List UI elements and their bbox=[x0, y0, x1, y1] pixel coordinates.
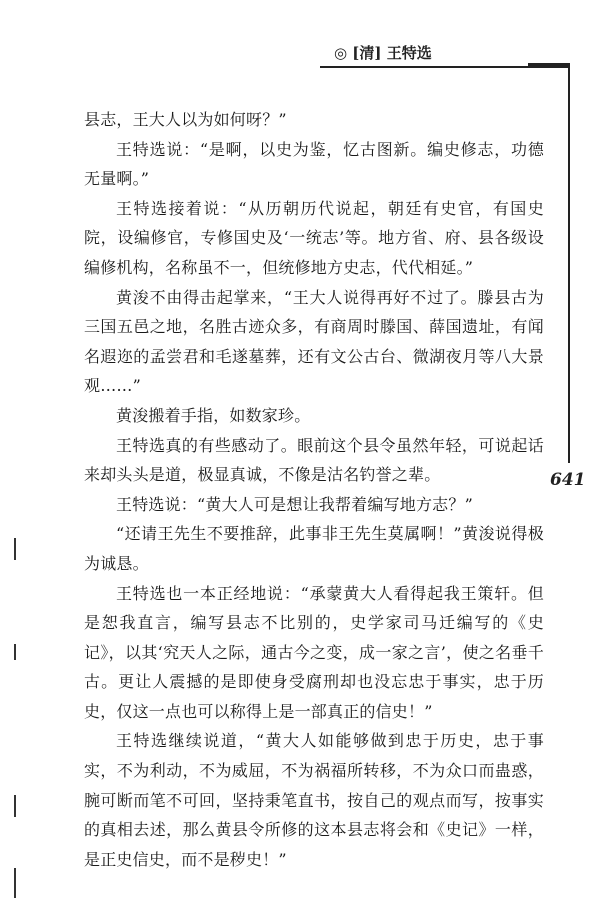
paragraph: “还请王先生不要推辞，此事非王先生莫属啊！”黄浚说得极为诚恳。 bbox=[84, 524, 544, 573]
paragraph: 王特选说：“是啊，以史为鉴，忆古图新。编史修志，功德无量啊。” bbox=[84, 139, 544, 189]
binding-mark bbox=[14, 538, 16, 560]
paragraph: 王特选真的有些感动了。眼前这个县令虽然年轻，可说起话来却头头是道，极显真诚，不像是沽名钓誉之辈。 bbox=[84, 435, 544, 485]
binding-mark bbox=[14, 795, 16, 817]
paragraph: 王特选继续说道，“黄大人如能够做到忠于历史，忠于事实，不为利动，不为威屈，不为祸福所转移，不为众口而蛊惑，腕可断而笔不可回，坚持秉笔直书，按自己的观点而写，按事实的真相去述，那么黄县令所修的这本县志将会和《史记》一样，是正史信史，而不是秽史！” bbox=[84, 731, 544, 869]
running-header: ◎ [清] 王特选 bbox=[334, 44, 432, 62]
header-rule-accent bbox=[528, 63, 570, 68]
body-text bbox=[84, 105, 544, 874]
paragraph: 王特选也一本正经地说：“承蒙黄大人看得起我王策轩。但是恕我直言，编写县志不比别的，史学家司马迁编写的《史记》，以其‘究天人之际，通古今之变，成一家之言’，使之名垂千古。更让人震撼的是即使身受腐刑却也没忘忠于事实，忠于历史，仅这一点也可以称得上是一部真正的信史！” bbox=[84, 583, 544, 721]
paragraph: 县志，王大人以为如何呀？” bbox=[84, 110, 287, 129]
margin-rule bbox=[568, 66, 570, 463]
page-number: 641 bbox=[550, 470, 586, 490]
paragraph: 黄浚搬着手指，如数家珍。 bbox=[116, 405, 311, 425]
paragraph: 王特选说：“黄大人可是想让我帮着编写地方志？” bbox=[116, 494, 473, 514]
paragraph: 王特选接着说：“从历朝历代说起，朝廷有史官，有国史院，设编修官，专修国史及‘一统志’等。地方省、府、县各级设编修机构，名称虽不一，但统修地方史志，代代相延。” bbox=[84, 198, 544, 277]
paragraph: 黄浚不由得击起掌来，“王大人说得再好不过了。滕县古为三国五邑之地，名胜古迹众多，有商周时滕国、薛国遗址，有闻名遐迩的孟尝君和毛遂墓葬，还有文公古台、微湖夜月等八大景观……” bbox=[84, 287, 544, 396]
binding-mark bbox=[14, 868, 16, 898]
binding-mark bbox=[14, 644, 16, 660]
